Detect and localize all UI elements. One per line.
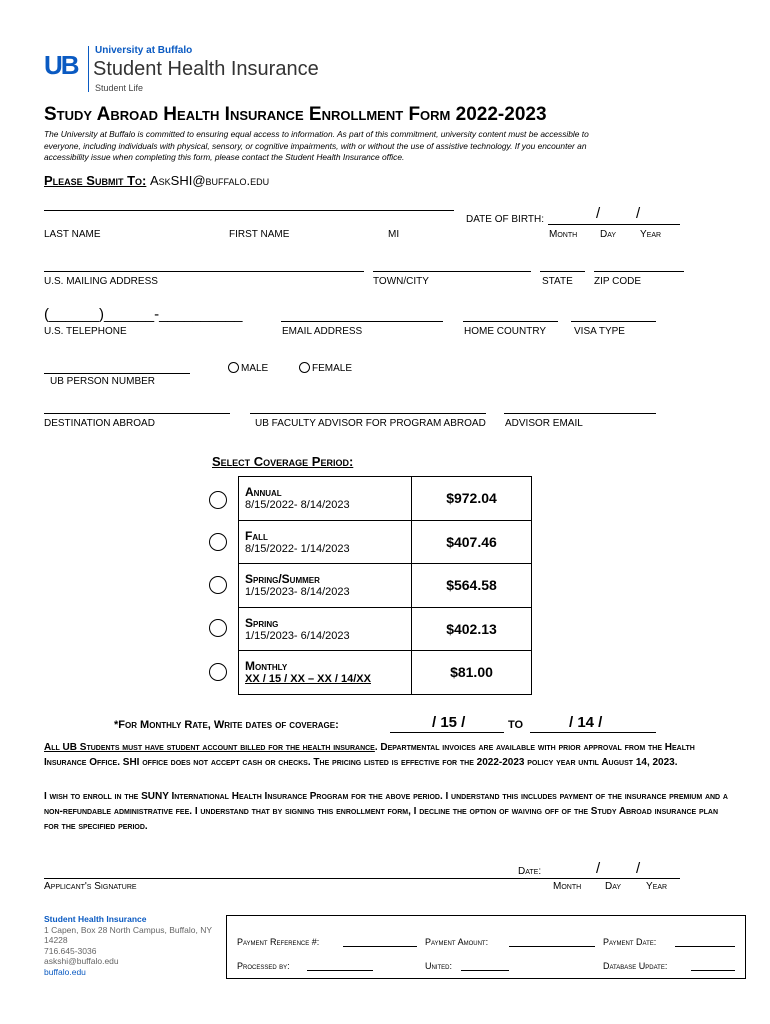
- zip-label: ZIP CODE: [594, 276, 642, 287]
- coverage-price: $972.04: [412, 477, 532, 521]
- united-label: United:: [425, 961, 452, 971]
- form-title: Study Abroad Health Insurance Enrollment Form 2022-2023: [44, 104, 547, 125]
- payment-date-label: Payment Date:: [603, 937, 657, 947]
- coverage-name: Monthly: [245, 659, 288, 674]
- table-row: [239, 651, 532, 695]
- contact-heading: Student Health Insurance: [44, 914, 147, 924]
- phone-input-mask[interactable]: (______)______-__________: [44, 306, 243, 323]
- signature-date-label: Date:: [518, 866, 542, 877]
- signature-day-label: Day: [605, 881, 622, 892]
- enrollment-agreement: I wish to enroll in the SUNY International Health Insurance Program for the above period. I understand this includes payment of the insurance premium and a non-refundable administrative fee. I understand that by signing this enrollment form, I decline the option of waiving off of the Study Abroad insurance plan for the specified period.: [44, 791, 728, 832]
- coverage-heading: Select Coverage Period:: [212, 454, 354, 469]
- last-name-label: LAST NAME: [44, 229, 101, 240]
- coverage-price: $407.46: [412, 520, 532, 564]
- dob-line[interactable]: [548, 224, 680, 225]
- coverage-dates: 8/15/2022- 1/14/2023: [245, 542, 350, 555]
- applicant-signature-label: Applicant's Signature: [44, 881, 137, 892]
- monthly-radio[interactable]: [209, 663, 227, 681]
- coverage-price: $81.00: [412, 651, 532, 695]
- female-label: FEMALE: [312, 363, 353, 374]
- monthly-from-value: / 15 /: [432, 714, 466, 731]
- town-city-label: TOWN/CITY: [373, 276, 429, 287]
- first-name-label: FIRST NAME: [229, 229, 290, 240]
- logo-divider: [88, 46, 89, 92]
- advisor-email-line[interactable]: [504, 413, 656, 414]
- submit-email[interactable]: AskSHI@buffalo.edu: [149, 173, 270, 188]
- coverage-dates: 1/15/2023- 6/14/2023: [245, 629, 350, 642]
- table-row: [239, 607, 532, 651]
- monthly-from-line[interactable]: [390, 732, 504, 733]
- monthly-to-word: TO: [508, 719, 524, 731]
- coverage-dates: XX / 15 / XX – XX / 14/XX: [245, 673, 371, 686]
- billing-paragraph: [44, 740, 734, 770]
- state-line[interactable]: [540, 271, 585, 272]
- table-row: [239, 520, 532, 564]
- signature-line[interactable]: [44, 878, 680, 879]
- billing-requirement: All UB Students must have student account billed for the health insurance: [44, 742, 375, 753]
- contact-block: [44, 914, 214, 977]
- dob-year-label: Year: [640, 229, 662, 240]
- home-country-label: HOME COUNTRY: [464, 326, 547, 337]
- dob-label: DATE OF BIRTH:: [466, 214, 544, 225]
- ub-logo-icon: UB: [44, 50, 78, 80]
- office-use-box: [226, 915, 746, 979]
- contact-email[interactable]: askshi@buffalo.edu: [44, 956, 119, 966]
- faculty-advisor-line[interactable]: [250, 413, 486, 414]
- table-row: [239, 477, 532, 521]
- email-line[interactable]: [281, 321, 443, 322]
- annual-radio[interactable]: [209, 491, 227, 509]
- coverage-price: $564.58: [412, 564, 532, 608]
- spring-radio[interactable]: [209, 619, 227, 637]
- dob-day-label: Day: [600, 229, 617, 240]
- coverage-name: Fall: [245, 528, 268, 543]
- monthly-to-value: / 14 /: [569, 714, 603, 731]
- male-radio[interactable]: [228, 362, 239, 373]
- coverage-price: $402.13: [412, 607, 532, 651]
- dob-slash: /: [636, 205, 641, 222]
- person-number-label: UB PERSON NUMBER: [50, 376, 156, 387]
- destination-line[interactable]: [44, 413, 230, 414]
- payment-amount-label: Payment Amount:: [425, 937, 489, 947]
- person-number-line[interactable]: [44, 373, 190, 374]
- coverage-name: Spring: [245, 615, 279, 630]
- town-city-line[interactable]: [373, 271, 531, 272]
- mailing-address-line[interactable]: [44, 271, 364, 272]
- advisor-email-label: ADVISOR EMAIL: [505, 418, 583, 429]
- male-label: MALE: [241, 363, 269, 374]
- telephone-label: U.S. TELEPHONE: [44, 326, 127, 337]
- processed-by-label: Processed by:: [237, 961, 290, 971]
- submit-label: Please Submit To:: [44, 173, 147, 188]
- state-label: STATE: [542, 276, 573, 287]
- date-slash: /: [636, 860, 641, 877]
- accessibility-disclaimer: The University at Buffalo is committed to ensuring equal access to information. As part of this commitment, university content must be accessible to everyone, including individuals with physical, sensory, or cognitive impairments, with or without the use of assistive technology. If you encounter an accessibility issue when completing this form, please contact the Student Health Insurance office.: [44, 129, 589, 163]
- mi-label: MI: [388, 229, 400, 240]
- dob-month-label: Month: [549, 229, 578, 240]
- fall-radio[interactable]: [209, 533, 227, 551]
- payment-amount-line[interactable]: [509, 946, 595, 947]
- destination-label: DESTINATION ABROAD: [44, 418, 155, 429]
- visa-type-line[interactable]: [571, 321, 656, 322]
- mailing-address-label: U.S. MAILING ADDRESS: [44, 276, 158, 287]
- email-label: EMAIL ADDRESS: [282, 326, 363, 337]
- division-name: Student Life: [95, 83, 144, 93]
- faculty-advisor-label: UB FACULTY ADVISOR FOR PROGRAM ABROAD: [255, 418, 486, 429]
- contact-phone: 716.645-3036: [44, 945, 97, 956]
- dob-slash: /: [596, 205, 601, 222]
- payment-reference-label: Payment Reference #:: [237, 937, 320, 947]
- signature-month-label: Month: [553, 881, 582, 892]
- table-row: [239, 564, 532, 608]
- zip-line[interactable]: [594, 271, 684, 272]
- coverage-name: Spring/Summer: [245, 572, 320, 587]
- date-slash: /: [596, 860, 601, 877]
- database-update-line[interactable]: [691, 970, 735, 971]
- contact-address: 1 Capen, Box 28 North Campus, Buffalo, NY 14228: [44, 924, 212, 945]
- contact-web[interactable]: buffalo.edu: [44, 966, 86, 977]
- spring-summer-radio[interactable]: [209, 576, 227, 594]
- monthly-to-line[interactable]: [530, 732, 656, 733]
- department-name: Student Health Insurance: [93, 58, 319, 80]
- united-line[interactable]: [461, 970, 509, 971]
- university-name: University at Buffalo: [95, 45, 193, 56]
- coverage-table: [238, 476, 532, 695]
- visa-type-label: VISA TYPE: [574, 326, 625, 337]
- processed-by-line[interactable]: [307, 970, 373, 971]
- name-line[interactable]: [44, 210, 454, 211]
- coverage-name: Annual: [245, 485, 282, 500]
- coverage-dates: 1/15/2023- 8/14/2023: [245, 586, 350, 599]
- payment-reference-line[interactable]: [343, 946, 417, 947]
- billing-details: . Departmental invoices are available with prior approval from the Health Insurance Office. SHI office does not accept cash or checks. The pricing listed is effective for the 2022-2023 policy year until August 14, 2023.: [44, 742, 695, 768]
- submit-to: [44, 173, 269, 188]
- monthly-note: *For Monthly Rate, Write dates of coverage:: [114, 719, 339, 731]
- female-radio[interactable]: [299, 362, 310, 373]
- payment-date-line[interactable]: [675, 946, 735, 947]
- database-update-label: Database Update:: [603, 961, 668, 971]
- home-country-line[interactable]: [463, 321, 558, 322]
- signature-year-label: Year: [646, 881, 668, 892]
- coverage-dates: 8/15/2022- 8/14/2023: [245, 499, 350, 512]
